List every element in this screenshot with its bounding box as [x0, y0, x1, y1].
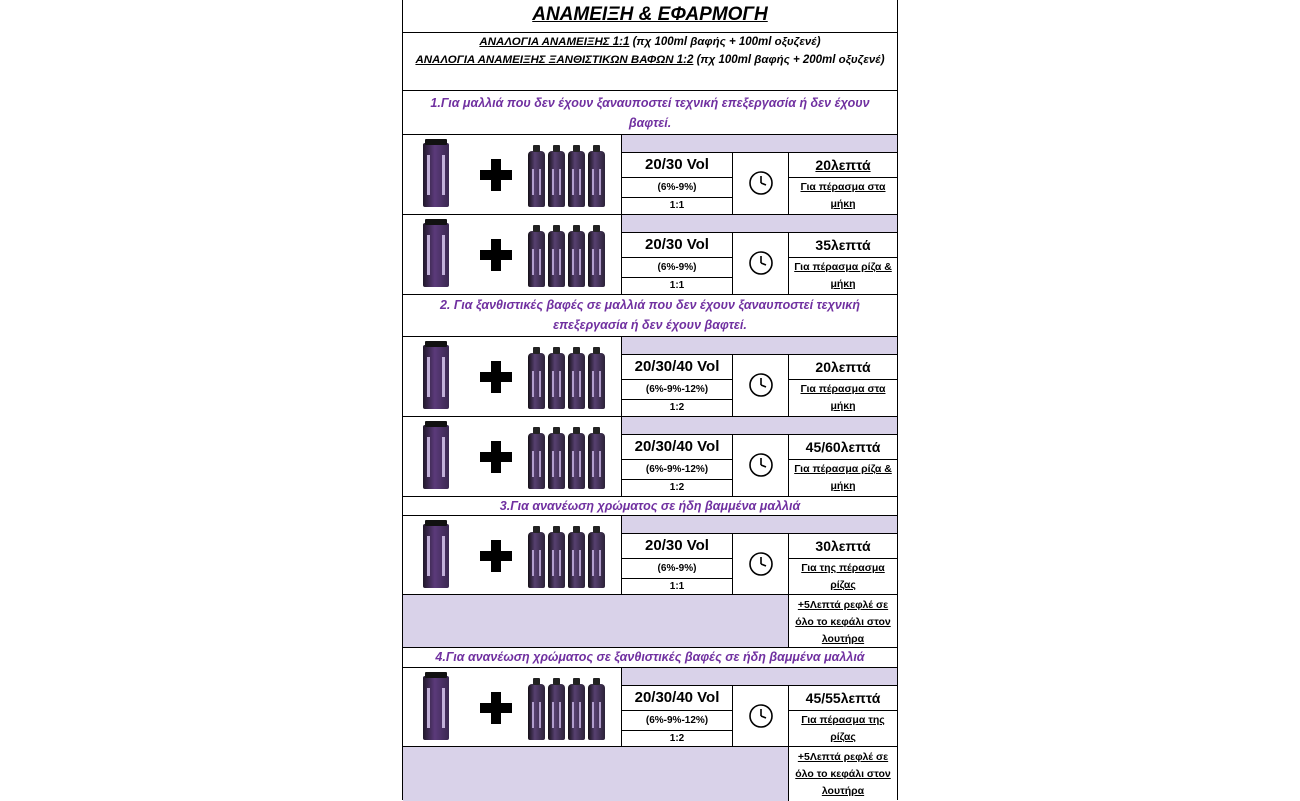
tube-logo	[427, 437, 445, 477]
mix-ratio: 1:2	[669, 402, 685, 413]
tube-logo	[427, 536, 445, 576]
page-title: ΑΝΑΜΕΙΞΗ & ΕΦΑΡΜΟΓΗ	[403, 0, 897, 33]
tube-logo	[427, 155, 445, 195]
time-description: Για πέρασμα στα μήκη	[800, 383, 886, 412]
developer-bottles-icon	[528, 145, 608, 207]
clock-cell	[733, 153, 789, 214]
plus-icon	[480, 159, 512, 191]
shade-block	[403, 595, 789, 647]
ratio-1-note: (πχ 100ml βαφής + 100ml οξυζενέ)	[629, 36, 821, 48]
ratio-2-label: ΑΝΑΛΟΓΙΑ ΑΝΑΜΕΙΞΗΣ ΞΑΝΘΙΣΤΙΚΩΝ ΒΑΦΩΝ 1:2	[415, 53, 694, 66]
plus-icon	[480, 540, 512, 572]
shade-strip	[622, 135, 897, 153]
processing-time	[789, 534, 897, 595]
tube-cap	[425, 139, 447, 145]
plus-icon	[480, 361, 512, 393]
shade-strip	[622, 337, 897, 355]
section-4-extra-row	[403, 746, 897, 800]
developer-percent: (6%-9%)	[622, 258, 732, 278]
clock-cell	[733, 534, 789, 595]
tube-logo	[427, 688, 445, 728]
time-description: Για της πέρασμα ρίζας	[801, 562, 885, 591]
processing-time	[789, 153, 897, 214]
mixing-ratios	[403, 32, 897, 91]
section-1-title: 1.Για μαλλιά που δεν έχουν ξαναυποστεί τεχνική επεξεργασία ή δεν έχουν βαφτεί.	[430, 96, 870, 130]
time-description: Για πέρασμα ρίζα & μήκη	[794, 261, 892, 290]
developer-volume: 20/30/40 Vol	[622, 355, 732, 380]
developer-percent: (6%-9%-12%)	[622, 380, 732, 400]
clock-icon	[748, 703, 774, 729]
mix-ratio: 1:2	[669, 733, 685, 744]
section-2-row-1	[403, 336, 897, 416]
time-value: 35λεπτά	[789, 233, 897, 258]
extra-note: +5Λεπτά ρεφλέ σε όλο το κεφάλι στον λουτήρα	[795, 599, 891, 645]
ratio-1-label: ΑΝΑΛΟΓΙΑ ΑΝΑΜΕΙΞΗΣ 1:1	[479, 36, 630, 48]
shade-strip	[622, 417, 897, 435]
processing-time	[789, 435, 897, 496]
time-value: 20λεπτά	[789, 153, 897, 178]
time-description: Για πέρασμα στα μήκη	[800, 181, 886, 210]
product-combo	[403, 516, 622, 595]
tube-cap	[425, 219, 447, 225]
developer-percent: (6%-9%-12%)	[622, 460, 732, 480]
product-combo	[403, 337, 622, 416]
section-3-extra-row	[403, 594, 897, 647]
section-2-row-2	[403, 416, 897, 496]
section-2-title: 2. Για ξανθιστικές βαφές σε μαλλιά που δεν έχουν ξαναυποστεί τεχνική επεξεργασία ή δεν έχουν βαφτεί.	[439, 298, 861, 332]
developer-volume: 20/30 Vol	[622, 233, 732, 258]
time-value: 30λεπτά	[789, 534, 897, 559]
ratio-line-2	[403, 52, 897, 70]
ratio-2-note: (πχ 100ml βαφής + 200ml οξυζενέ)	[693, 53, 885, 66]
clock-icon	[748, 551, 774, 577]
developer-info	[622, 233, 733, 294]
section-1-row-2	[403, 214, 897, 294]
clock-cell	[733, 435, 789, 496]
clock-cell	[733, 686, 789, 747]
time-value: 20λεπτά	[789, 355, 897, 380]
processing-time	[789, 686, 897, 747]
shade-strip	[622, 215, 897, 233]
time-value: 45/60λεπτά	[789, 435, 897, 460]
tube-cap	[425, 672, 447, 678]
section-1-row-1	[403, 134, 897, 214]
developer-info	[622, 355, 733, 416]
plus-icon	[480, 692, 512, 724]
tube-cap	[425, 520, 447, 526]
product-combo	[403, 215, 622, 294]
mix-ratio: 1:1	[669, 581, 685, 592]
clock-cell	[733, 233, 789, 294]
product-combo	[403, 135, 622, 214]
developer-percent: (6%-9%)	[622, 178, 732, 198]
shade-strip	[622, 516, 897, 534]
shade-block	[403, 747, 789, 801]
developer-bottles-icon	[528, 427, 608, 489]
product-combo	[403, 417, 622, 496]
processing-time	[789, 233, 897, 294]
developer-bottles-icon	[528, 225, 608, 287]
plus-icon	[480, 239, 512, 271]
product-combo	[403, 668, 622, 747]
tube-cap	[425, 421, 447, 427]
time-description: Για πέρασμα της ρίζας	[801, 714, 885, 743]
section-4-row-1	[403, 667, 897, 747]
developer-info	[622, 534, 733, 595]
clock-icon	[748, 170, 774, 196]
developer-info	[622, 435, 733, 496]
developer-percent: (6%-9%-12%)	[622, 711, 732, 731]
section-3-title: 3.Για ανανέωση χρώματος σε ήδη βαμμένα μαλλιά	[499, 499, 801, 513]
tube-logo	[427, 235, 445, 275]
shade-strip	[622, 668, 897, 686]
developer-info	[622, 153, 733, 214]
time-value: 45/55λεπτά	[789, 686, 897, 711]
developer-bottles-icon	[528, 678, 608, 740]
mix-ratio: 1:2	[669, 482, 685, 493]
section-3-row-1	[403, 515, 897, 595]
tube-logo	[427, 357, 445, 397]
developer-volume: 20/30 Vol	[622, 153, 732, 178]
developer-bottles-icon	[528, 526, 608, 588]
extra-note: +5Λεπτά ρεφλέ σε όλο το κεφάλι στον λουτήρα	[795, 751, 891, 797]
plus-icon	[480, 441, 512, 473]
developer-info	[622, 686, 733, 747]
clock-icon	[748, 250, 774, 276]
mix-ratio: 1:1	[669, 280, 685, 291]
tube-cap	[425, 341, 447, 347]
processing-time	[789, 355, 897, 416]
section-4-title: 4.Για ανανέωση χρώματος σε ξανθιστικές βαφές σε ήδη βαμμένα μαλλιά	[435, 650, 865, 664]
developer-percent: (6%-9%)	[622, 559, 732, 579]
developer-volume: 20/30/40 Vol	[622, 686, 732, 711]
clock-icon	[748, 372, 774, 398]
clock-cell	[733, 355, 789, 416]
mixing-sheet	[402, 0, 898, 800]
developer-bottles-icon	[528, 347, 608, 409]
ratio-line-1	[403, 34, 897, 52]
developer-volume: 20/30/40 Vol	[622, 435, 732, 460]
clock-icon	[748, 452, 774, 478]
developer-volume: 20/30 Vol	[622, 534, 732, 559]
time-description: Για πέρασμα ρίζα & μήκη	[794, 463, 892, 492]
mix-ratio: 1:1	[669, 200, 685, 211]
